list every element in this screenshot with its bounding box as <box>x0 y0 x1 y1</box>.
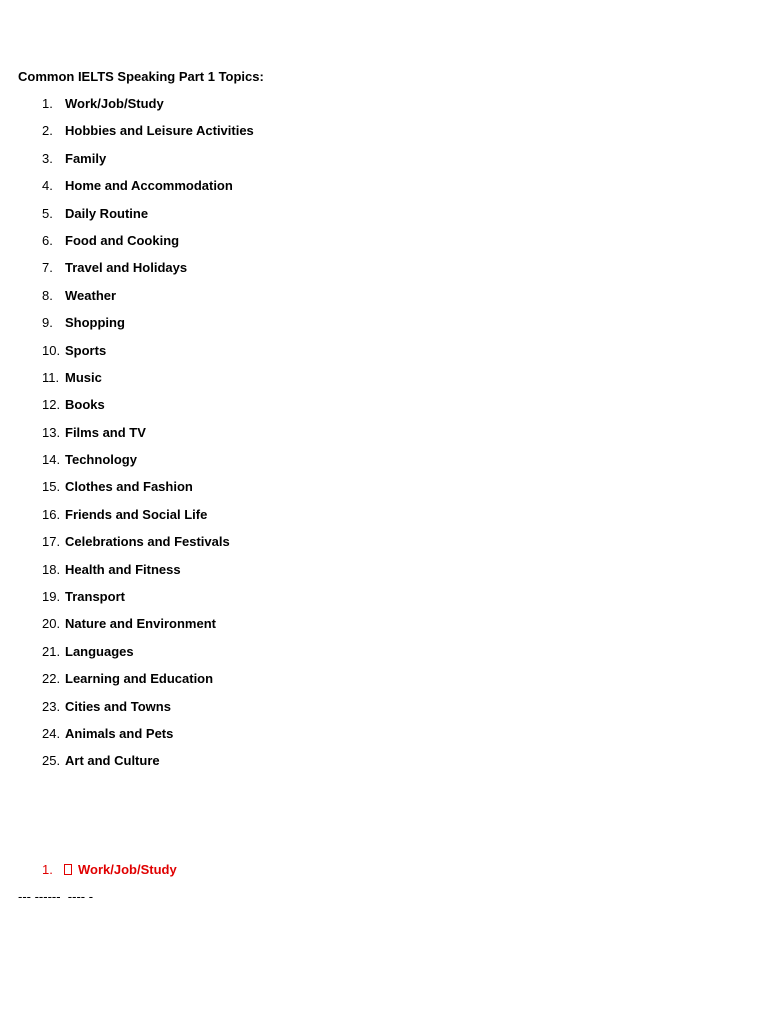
missing-glyph-icon <box>64 864 72 875</box>
topic-label: Art and Culture <box>65 753 160 769</box>
topic-number: 6. <box>42 232 53 248</box>
topic-label: Weather <box>65 287 117 303</box>
topic-label: Books <box>65 397 105 413</box>
topic-label: Health and Fitness <box>65 561 181 577</box>
topic-label: Music <box>65 369 102 385</box>
topic-label: Technology <box>65 452 137 468</box>
topic-label: Hobbies and Leisure Activities <box>65 123 254 139</box>
topic-number: 19. <box>42 589 61 605</box>
topic-label: Cities and Towns <box>65 698 171 714</box>
topic-number: 1. <box>42 96 53 111</box>
section-number: 1. <box>42 862 53 877</box>
topic-number: 24. <box>42 725 61 741</box>
topic-number: 15. <box>42 479 61 495</box>
topic-number: 14. <box>42 452 61 468</box>
topic-label: Travel and Holidays <box>65 260 188 276</box>
topic-label: Daily Routine <box>65 205 149 221</box>
topic-label: Celebrations and Festivals <box>65 534 230 550</box>
topic-label: Films and TV <box>65 424 146 440</box>
topic-number: 25. <box>42 753 61 769</box>
topic-number: 18. <box>42 561 61 577</box>
dash-line: --- ------ ---- - <box>18 889 94 904</box>
topic-number: 7. <box>42 260 53 276</box>
topic-number: 9. <box>42 315 53 331</box>
section-heading <box>0 861 400 879</box>
topic-label: Transport <box>65 589 125 605</box>
section-title: Work/Job/Study <box>78 862 177 877</box>
topic-label: Languages <box>65 643 134 659</box>
topic-label: Friends and Social Life <box>65 506 208 522</box>
topic-label: Clothes and Fashion <box>65 479 193 495</box>
topic-number: 17. <box>42 534 61 550</box>
topic-number: 23. <box>42 698 61 714</box>
topic-label: Shopping <box>65 315 125 331</box>
topic-number: 10. <box>42 342 61 358</box>
topic-label: Home and Accommodation <box>65 178 233 194</box>
topic-number: 2. <box>42 123 53 139</box>
topic-number: 12. <box>42 397 61 413</box>
topic-label: Nature and Environment <box>65 616 216 632</box>
topic-number: 20. <box>42 616 61 632</box>
topic-number: 13. <box>42 424 61 440</box>
topic-label: Learning and Education <box>65 671 214 687</box>
topic-label: Animals and Pets <box>65 725 174 741</box>
topic-number: 3. <box>42 150 53 166</box>
topic-label: Family <box>65 150 107 166</box>
topic-number: 5. <box>42 205 53 221</box>
topic-number: 11. <box>42 369 60 385</box>
topic-number: 4. <box>42 178 53 194</box>
document-heading: Common IELTS Speaking Part 1 Topics: <box>18 69 264 84</box>
topic-number: 16. <box>42 506 61 522</box>
topic-number: 22. <box>42 671 61 687</box>
topic-number: 8. <box>42 287 53 303</box>
topic-label: Sports <box>65 342 107 358</box>
topic-number: 21. <box>42 643 61 659</box>
topic-label: Food and Cooking <box>65 232 180 248</box>
topic-label: Work/Job/Study <box>65 96 164 111</box>
